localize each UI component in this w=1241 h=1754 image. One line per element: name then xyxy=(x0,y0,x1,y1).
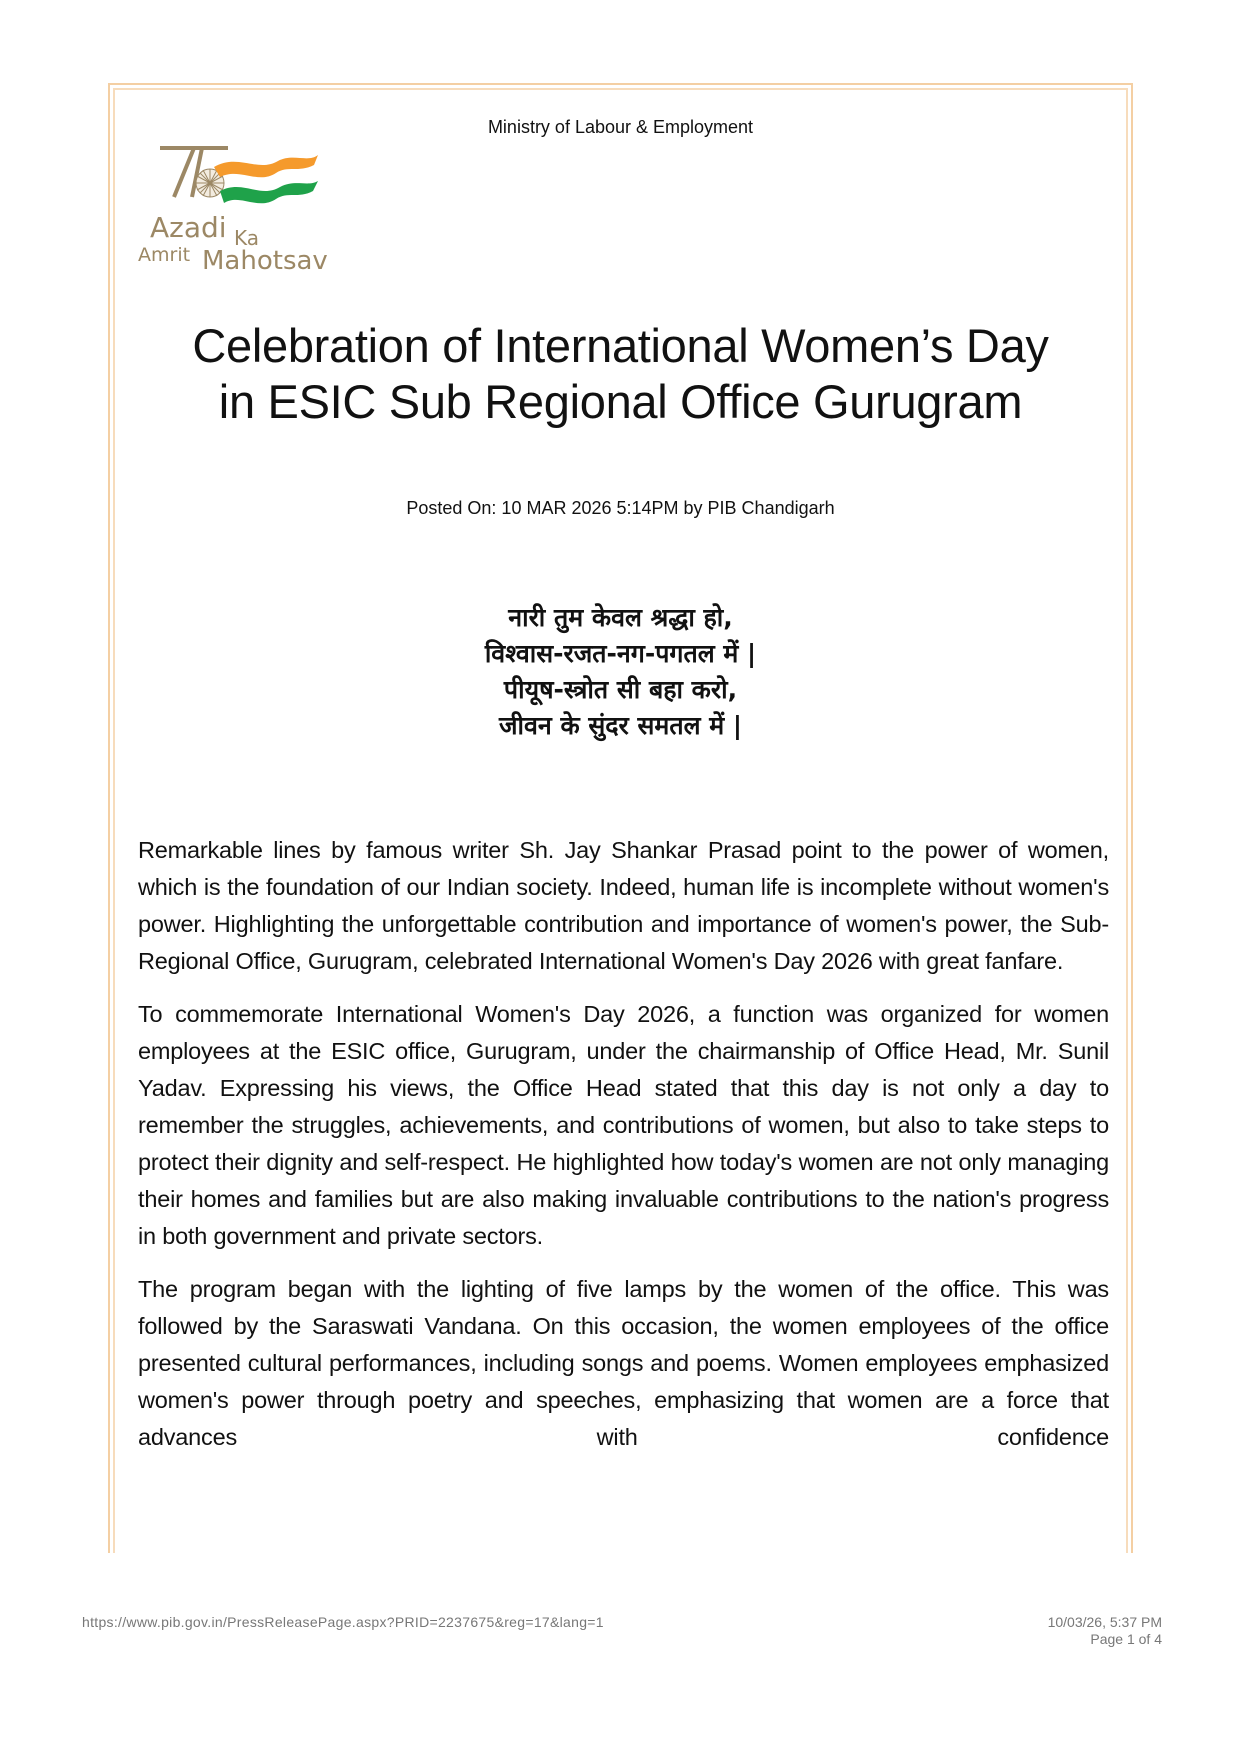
hindi-poem xyxy=(0,600,1241,744)
body-paragraph: Remarkable lines by famous writer Sh. Jay Shankar Prasad point to the power of women, which is the foundation of our Indian society. Indeed, human life is incomplete without women's power. Highlighting the unforgettable contribution and importance of women's power, the Sub-Regional Office, Gurugram, celebrated International Women's Day 2026 with great fanfare. xyxy=(138,837,1109,974)
poem-line: विश्वास-रजत-नग-पगतल में | xyxy=(484,639,757,668)
article-title-line-1: Celebration of International Women’s Day xyxy=(192,319,1049,372)
body-paragraph: The program began with the lighting of five lamps by the women of the office. This was followed by the Saraswati Vandana. On this occasion, the women employees of the office presented cultural performances, including songs and poems. Women employees emphasized women's power through poetry and speeches, emphasizing that women are a force that advances with confidence xyxy=(138,1276,1109,1450)
logo-text-azadi: Azadi xyxy=(150,211,227,244)
ministry-name: Ministry of Labour & Employment xyxy=(487,117,754,137)
article-body xyxy=(138,832,1109,1472)
footer-meta xyxy=(1048,1614,1162,1648)
footer-page-number: Page 1 of 4 xyxy=(1090,1631,1162,1647)
posted-on: Posted On: 10 MAR 2026 5:14PM by PIB Chandigarh xyxy=(406,498,835,518)
poem-line: जीवन के सुंदर समतल में | xyxy=(498,711,743,740)
flag-saffron-band xyxy=(214,155,318,177)
poem-line: पीयूष-स्त्रोत सी बहा करो, xyxy=(503,675,738,704)
logo-text-amrit: Amrit xyxy=(138,244,191,266)
logo-text-ka: Ka xyxy=(234,226,260,250)
azadi-ka-amrit-mahotsav-logo xyxy=(138,143,388,283)
logo-text-mahotsav: Mahotsav xyxy=(202,246,328,276)
footer-datetime: 10/03/26, 5:37 PM xyxy=(1047,1614,1162,1630)
body-paragraph: To commemorate International Women's Day 2026, a function was organized for women employees at the ESIC office, Gurugram, under the chairmanship of Office Head, Mr. Sunil Yadav. Expressing his views, the Office Head stated that this day is not only a day to remember the struggles, achievements, and contributions of women, but also to take steps to protect their dignity and self-respect. He highlighted how today's women are not only managing their homes and families but are also making invaluable contributions to the nation's progress in both government and private sectors. xyxy=(138,1001,1109,1249)
footer-url: https://www.pib.gov.in/PressReleasePage.aspx?PRID=2237675&reg=17&lang=1 xyxy=(82,1614,604,1630)
article-title xyxy=(130,318,1111,430)
article-title-line-2: in ESIC Sub Regional Office Gurugram xyxy=(218,375,1023,428)
flag-green-band xyxy=(220,181,318,203)
poem-line: नारी तुम केवल श्रद्धा हो, xyxy=(508,603,733,632)
